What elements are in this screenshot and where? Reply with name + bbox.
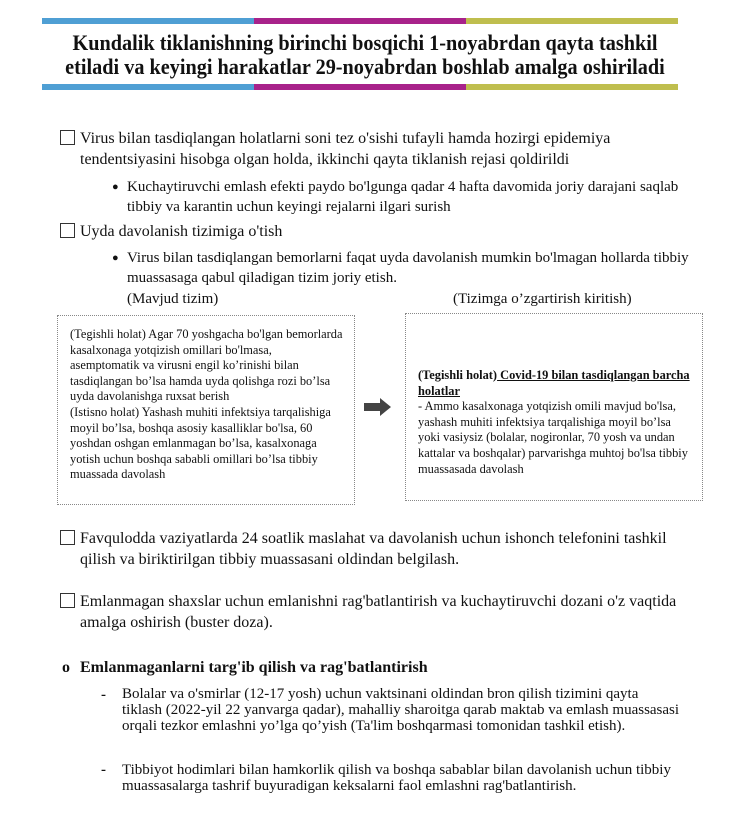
item-text: Emlanmagan shaxslar uchun emlanishni rag'batlantirish va kuchaytiruvchi dozani o'z vaqtida amalga oshirish (buster doza). <box>80 593 677 631</box>
new-applicable-head: (Tegishli holat) <box>418 368 498 382</box>
title-line-2: etiladi va keyingi harakatlar 29-noyabrdan boshlab amalga oshiriladi <box>65 54 665 79</box>
new-system-label: (Tizimga o’zgartirish kiritish) <box>453 291 632 307</box>
dash-icon: - <box>101 687 106 703</box>
bullet-icon: ● <box>112 252 119 264</box>
section-heading: Emlanmaganlarni targ'ib qilish va rag'batlantirish <box>80 659 428 676</box>
top-color-bar <box>42 18 678 24</box>
existing-system-box <box>57 315 355 505</box>
arrow-right-icon <box>364 397 392 417</box>
checkbox-icon <box>60 130 75 145</box>
bullet-text: Kuchaytiruvchi emlash efekti paydo bo'lgunga qadar 4 hafta davomida joriy darajani saqlab tibbiy va karantin uchun keyingi rejalarni ilgari surish <box>127 179 679 215</box>
item-text: Uyda davolanish tizimiga o'tish <box>80 223 283 240</box>
new-applicable-cases: Covid-19 bilan tasdiqlangan barcha holatlar <box>418 368 690 398</box>
dash-item-text: Bolalar va o'smirlar (12-17 yosh) uchun vaktsinani oldindan bron qilish tizimini qayta tiklash (2022-yil 22 yanvarga qadar), mahalliy sharoitga qarab maktab va emlash muassasasi orqali tezkor emlashni yo’lga qo’yish (Ta'lim boshqarmasi tomonidan tashkil etish). <box>122 686 680 734</box>
checkbox-icon <box>60 223 75 238</box>
title-line-1: Kundalik tiklanishning birinchi bosqichi 1-noyabrdan qayta tashkil <box>72 30 658 55</box>
item-text: Favqulodda vaziyatlarda 24 soatlik maslahat va davolanish uchun ishonch telefonini tashkil qilish va biriktirilgan tibbiy muassasani oldindan belgilash. <box>80 530 667 568</box>
dash-icon: - <box>101 762 106 778</box>
existing-applicable-text: (Tegishli holat) Agar 70 yoshgacha bo'lgan bemorlarda kasalxonaga yotqizish omillari bo'lmasa, asemptomatik va virusni engil ko’rinishi bilan tasdiqlangan bo’lsa hamda uyda qolishga rozi bo’lsa uyda davolanishga ruxsat berish <box>70 327 343 404</box>
bottom-color-bar <box>42 84 678 90</box>
new-system-box <box>405 313 703 501</box>
checkbox-icon <box>60 530 75 545</box>
existing-exception-text: (Istisno holat) Yashash muhiti infektsiya tarqalishiga moyil bo’lsa, boshqa asosiy kasalliklar bo'lsa, 60 yoshdan oshgan emlanmagan bo’lsa, kasalxonaga yotish uchun boshqa sababli omillari bo’lsa tibbiy muassada davolash <box>70 404 331 482</box>
item-text: Virus bilan tasdiqlangan holatlarni soni tez o'sishi tufayli hamda hozirgi epidemiya tendentsiyasini hisobga olgan holda, ikkinchi qayta tiklanish rejasi qoldirildi <box>80 130 611 168</box>
checkbox-icon <box>60 593 75 608</box>
new-system-text: - Ammo kasalxonaga yotqizish omili mavjud bo'lsa, yashash muhiti infektsiya tarqalishiga moyil bo’lsa yoki vasiysiz (bolalar, nogironlar, 70 yosh va undan kattalar va boshqalar) parvarishga muhtoj bo'lsa tibbiy muassasada davolash <box>418 399 688 476</box>
bullet-icon: ● <box>112 181 119 193</box>
dash-item-text: Tibbiyot hodimlari bilan hamkorlik qilish va boshqa sabablar bilan davolanish uchun tibbiy muassasalarga tashrif buyuradigan keksalarni faol emlashni rag'batlantirish. <box>122 762 671 794</box>
bullet-text: Virus bilan tasdiqlangan bemorlarni faqat uyda davolanish mumkin bo'lmagan hollarda tibbiy muassasaga qabul qiladigan tizim joriy etish. <box>127 250 689 286</box>
circle-bullet-icon: o <box>62 659 70 676</box>
existing-system-label: (Mavjud tizim) <box>127 291 219 307</box>
